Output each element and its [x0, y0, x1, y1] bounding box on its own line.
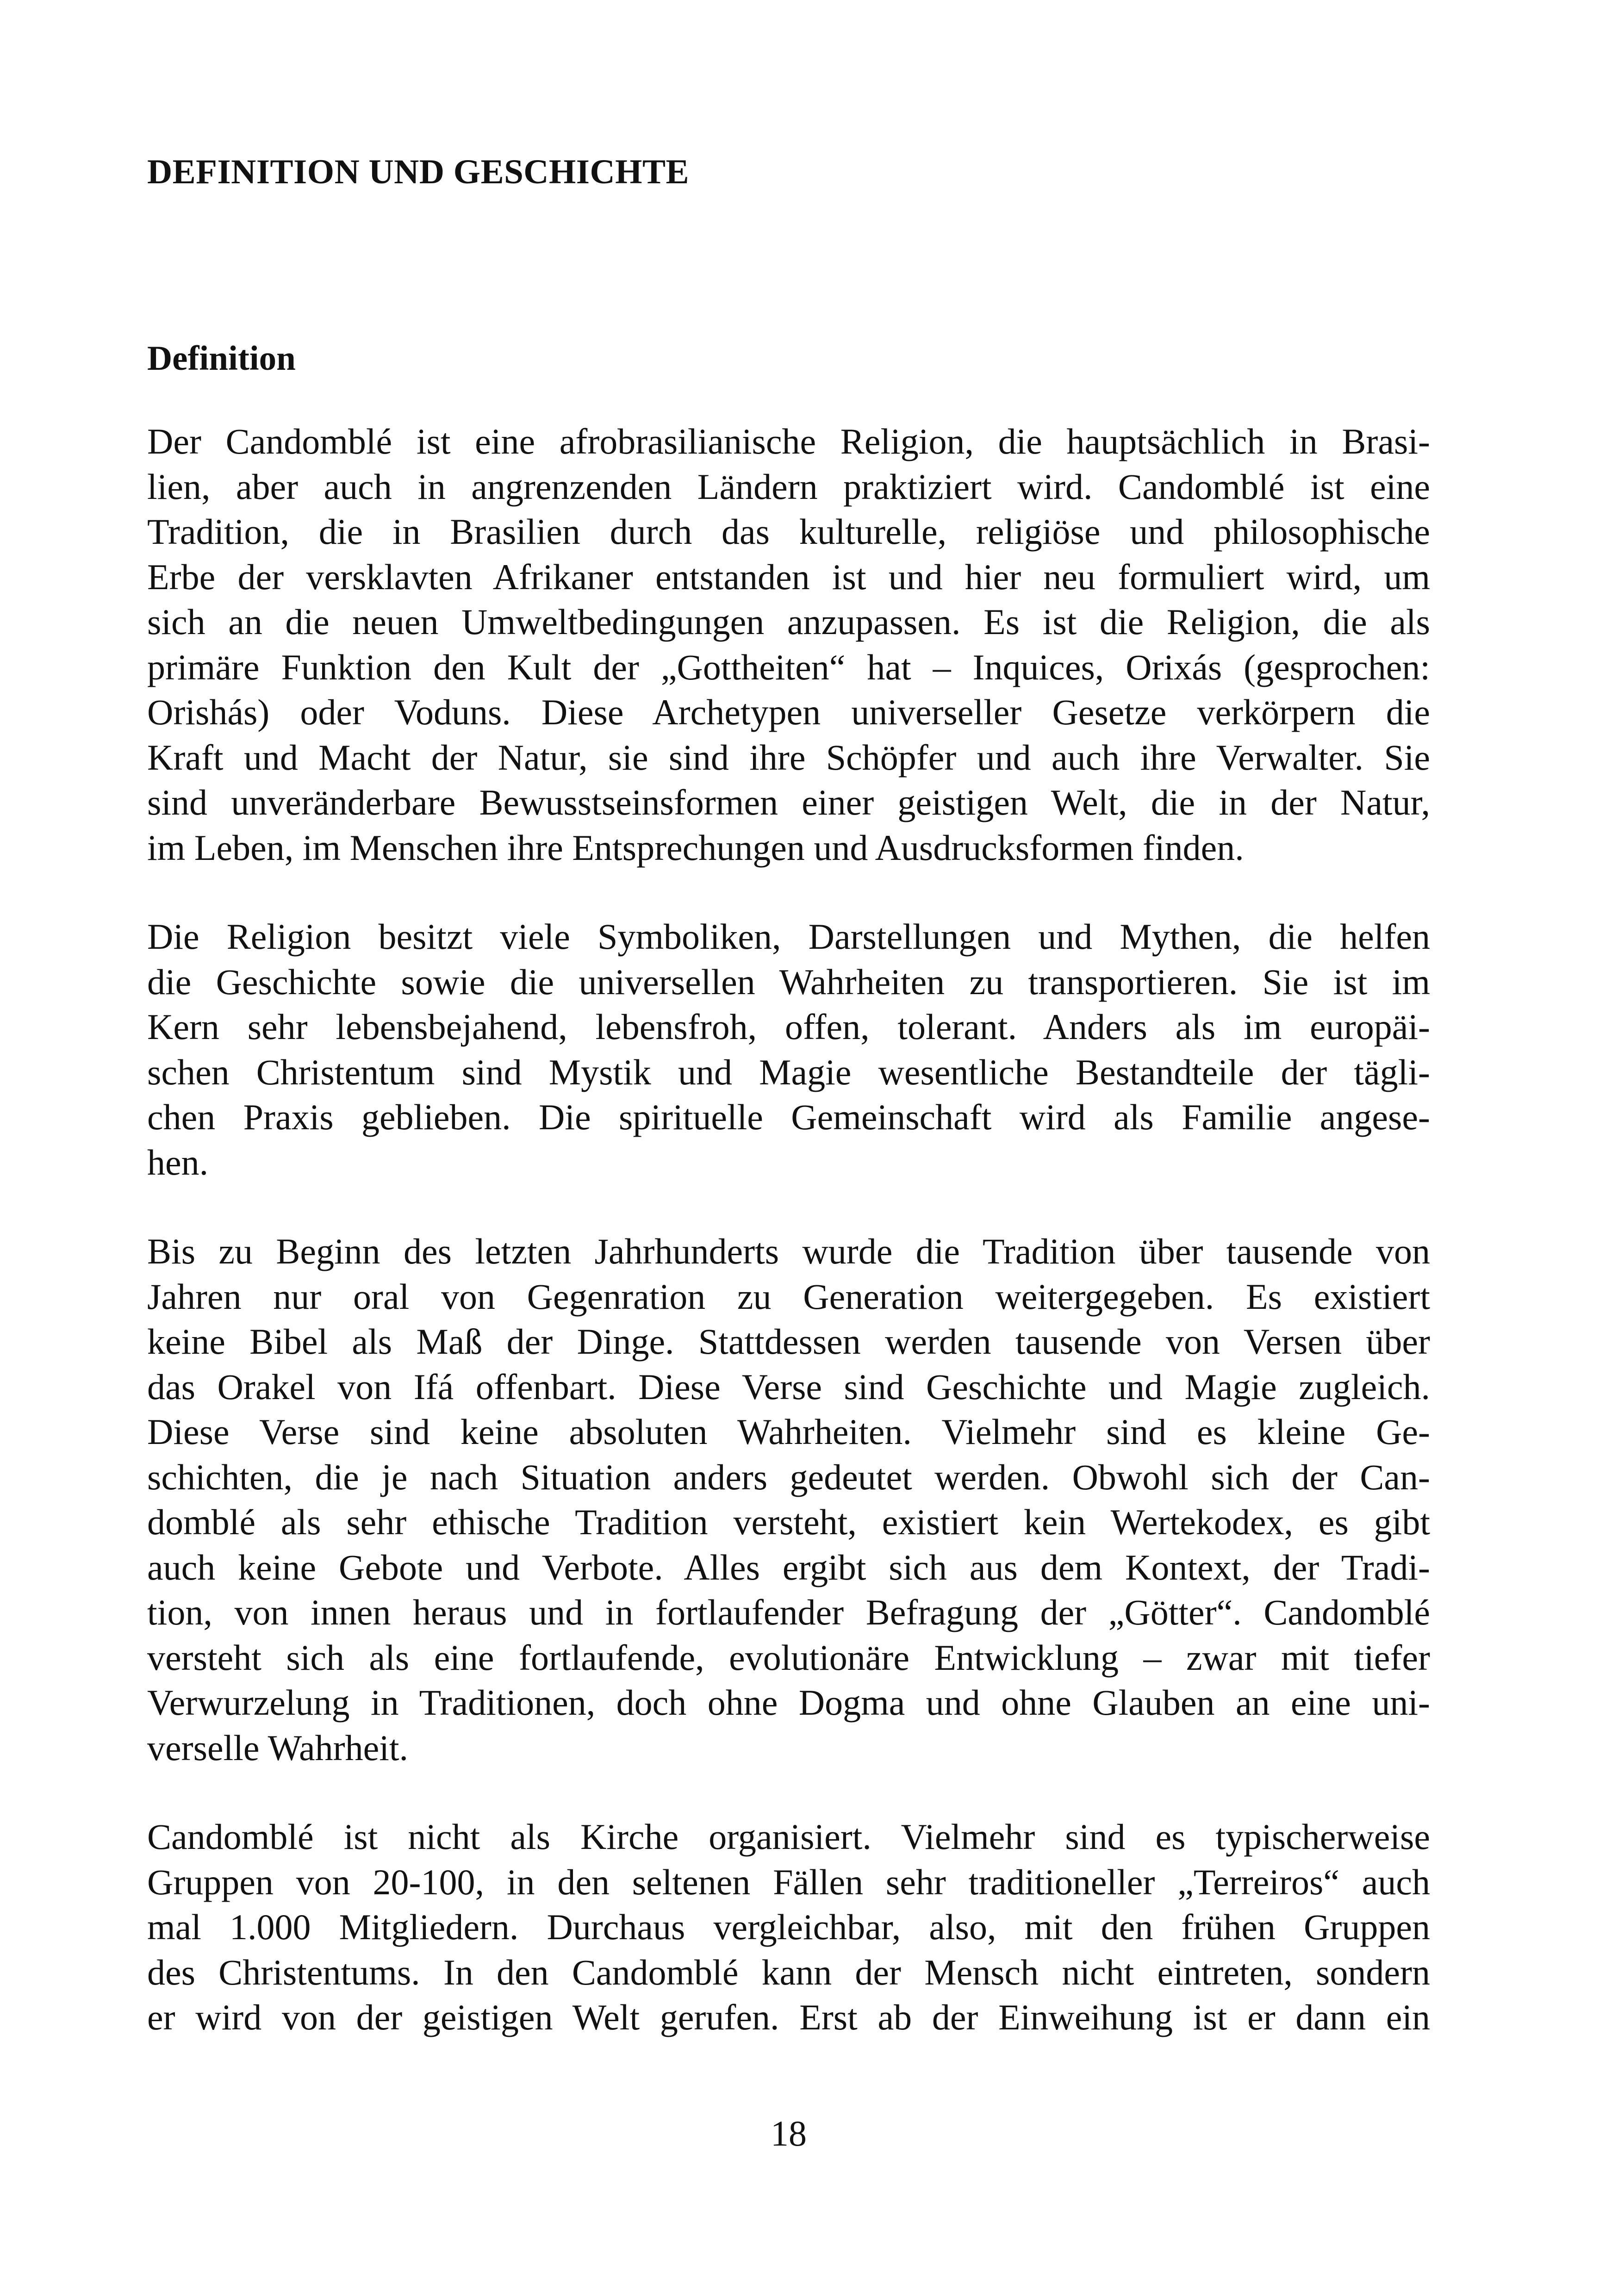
text-line: Die Religion besitzt viele Symboliken, Darstellungen und Mythen, die helfen [147, 916, 1430, 957]
text-line: primäre Funktion den Kult der „Gottheiten“ hat – Inquices, Orixás (gesprochen: [147, 647, 1430, 687]
text-line: schen Christentum sind Mystik und Magie wesentliche Bestandteile der tägli- [147, 1052, 1430, 1092]
text-line: hen. [147, 1142, 209, 1182]
paragraph-symbolism [147, 914, 1430, 1185]
text-line: Candomblé ist nicht als Kirche organisiert. Vielmehr sind es typischerweise [147, 1817, 1430, 1857]
text-line: keine Bibel als Maß der Dinge. Stattdessen werden tausende von Versen über [147, 1321, 1430, 1362]
text-line: Erbe der versklavten Afrikaner entstanden ist und hier neu formuliert wird, um [147, 556, 1430, 597]
text-line: Diese Verse sind keine absoluten Wahrheiten. Vielmehr sind es kleine Ge- [147, 1412, 1430, 1452]
text-line: sich an die neuen Umweltbedingungen anzupassen. Es ist die Religion, die als [147, 602, 1430, 642]
body-text [147, 419, 1430, 2084]
chapter-title: DEFINITION UND GESCHICHTE [147, 153, 690, 191]
text-line: im Leben, im Menschen ihre Entsprechungen und Ausdrucksformen finden. [147, 827, 1244, 868]
text-line: sind unveränderbare Bewusstseinsformen einer geistigen Welt, die in der Natur, [147, 782, 1430, 822]
text-line: tion, von innen heraus und in fortlaufender Befragung der „Götter“. Candomblé [147, 1592, 1430, 1632]
text-line: er wird von der geistigen Welt gerufen. Erst ab der Einweihung ist er dann ein [147, 1997, 1430, 2037]
text-line: Kern sehr lebensbejahend, lebensfroh, offen, tolerant. Anders als im europäi- [147, 1007, 1430, 1047]
text-line: Tradition, die in Brasilien durch das kulturelle, religiöse und philosophische [147, 511, 1430, 552]
text-line: Bis zu Beginn des letzten Jahrhunderts wurde die Tradition über tausende von [147, 1231, 1430, 1271]
text-line: mal 1.000 Mitgliedern. Durchaus vergleichbar, also, mit den frühen Gruppen [147, 1907, 1430, 1947]
text-line: die Geschichte sowie die universellen Wahrheiten zu transportieren. Sie ist im [147, 961, 1430, 1002]
paragraph-definition [147, 419, 1430, 870]
paragraph-organization [147, 1814, 1430, 2040]
text-line: Orishás) oder Voduns. Diese Archetypen universeller Gesetze verkörpern die [147, 692, 1430, 732]
text-line: lien, aber auch in angrenzenden Ländern praktiziert wird. Candomblé ist eine [147, 466, 1430, 507]
book-page [147, 0, 1430, 2296]
text-line: domblé als sehr ethische Tradition versteht, existiert kein Wertekodex, es gibt [147, 1502, 1430, 1542]
text-line: verselle Wahrheit. [147, 1727, 409, 1768]
paragraph-oral-tradition [147, 1229, 1430, 1770]
text-line: Der Candomblé ist eine afrobrasilianische Religion, die hauptsächlich in Brasi- [147, 421, 1430, 461]
text-line: des Christentums. In den Candomblé kann der Mensch nicht eintreten, sondern [147, 1952, 1430, 1992]
text-line: Gruppen von 20-100, in den seltenen Fällen sehr traditioneller „Terreiros“ auch [147, 1861, 1430, 1902]
section-title: Definition [147, 339, 296, 378]
text-line: das Orakel von Ifá offenbart. Diese Verse sind Geschichte und Magie zugleich. [147, 1366, 1430, 1407]
text-line: schichten, die je nach Situation anders gedeutet werden. Obwohl sich der Can- [147, 1456, 1430, 1497]
text-line: versteht sich als eine fortlaufende, evolutionäre Entwicklung – zwar mit tiefer [147, 1637, 1430, 1678]
text-line: Jahren nur oral von Gegenration zu Generation weitergegeben. Es existiert [147, 1276, 1430, 1317]
text-line: auch keine Gebote und Verbote. Alles ergibt sich aus dem Kontext, der Tradi- [147, 1547, 1430, 1587]
text-line: Kraft und Macht der Natur, sie sind ihre Schöpfer und auch ihre Verwalter. Sie [147, 737, 1430, 778]
text-line: chen Praxis geblieben. Die spirituelle Gemeinschaft wird als Familie angese- [147, 1097, 1430, 1137]
text-line: Verwurzelung in Traditionen, doch ohne Dogma und ohne Glauben an eine uni- [147, 1682, 1430, 1723]
page-number: 18 [771, 2113, 807, 2153]
